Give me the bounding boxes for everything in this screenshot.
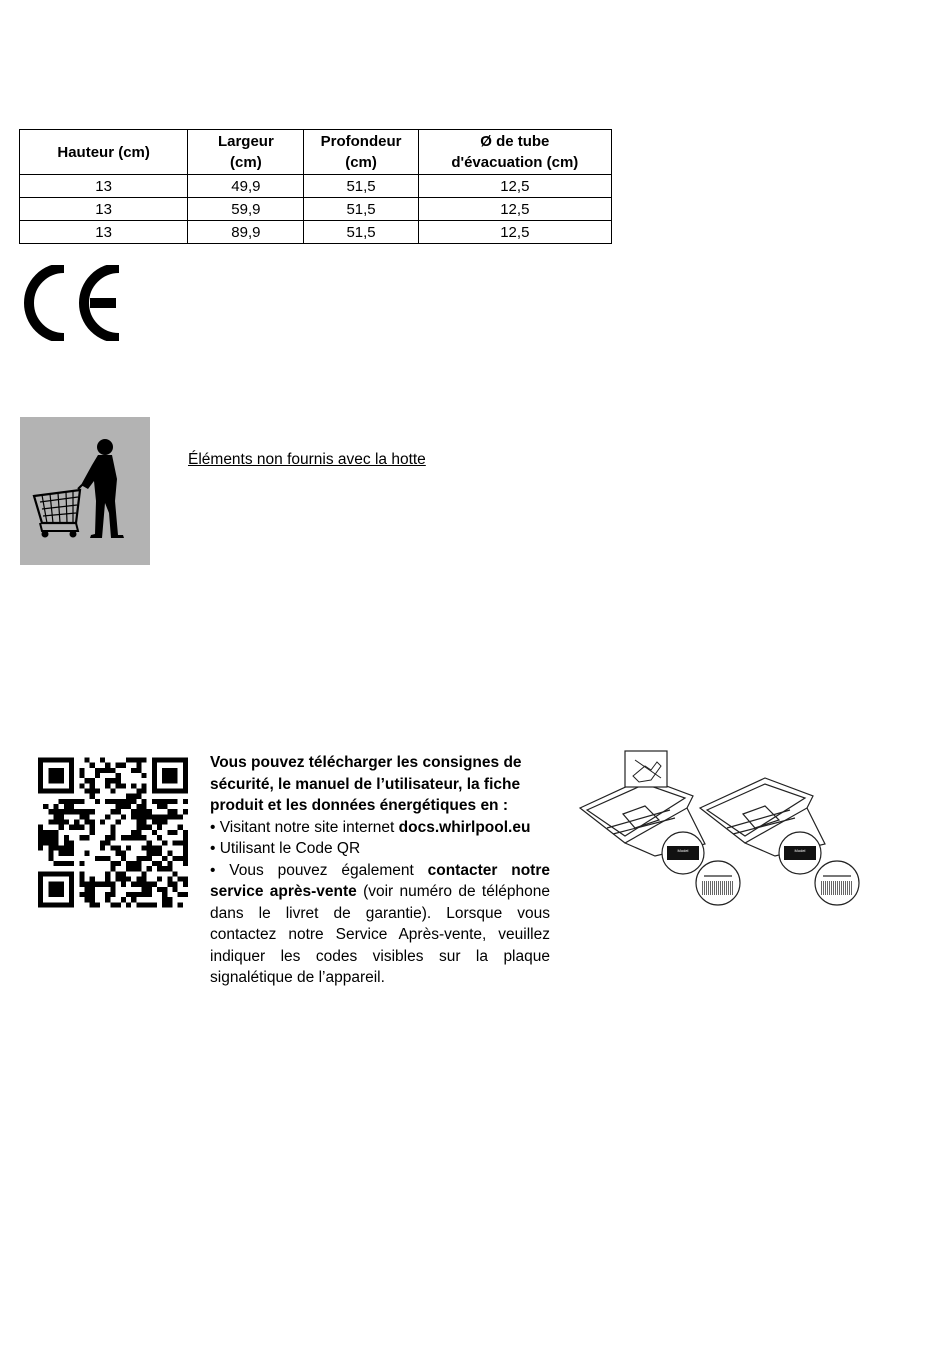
info-bullet-qr: • Utilisant le Code QR [210,840,361,857]
info-bullet-service: • Vous pouvez également contacter notre service après-vente (voir numéro de téléphone dans le livret de garantie). Lorsque vous contactez notre Service Après-vente, veuillez indiquer les codes visibles sur la plaque signalétique de l’appareil. [210,861,550,986]
cell-tube: 12,5 [418,221,611,244]
not-supplied-text: Éléments non fournis avec la hotte [188,451,426,468]
table-row [20,221,612,244]
cell-height: 13 [20,198,188,221]
cell-width: 89,9 [188,221,304,244]
dimensions-table [19,129,612,244]
model-label-left: Model [677,848,689,853]
shopping-cart-person-icon [20,417,150,565]
table-row [20,198,612,221]
download-info [210,752,550,989]
cell-depth: 51,5 [304,198,418,221]
info-bullet-website: • Visitant notre site internet docs.whirlpool.eu [210,818,531,836]
cell-depth: 51,5 [304,175,418,198]
header-tube: Ø de tube d'évacuation (cm) [418,130,611,175]
cell-tube: 12,5 [418,198,611,221]
header-depth: Profondeur (cm) [304,130,418,175]
table-row [20,175,612,198]
header-width: Largeur (cm) [188,130,304,175]
cell-height: 13 [20,221,188,244]
cell-depth: 51,5 [304,221,418,244]
info-heading: Vous pouvez télécharger les consignes de sécurité, le manuel de l’utilisateur, la fiche produit et les données énergétiques en : [210,754,522,814]
rating-plate-illustration [575,748,870,908]
cell-height: 13 [20,175,188,198]
model-label-right: Model [794,848,806,853]
website-link[interactable]: docs.whirlpool.eu [398,818,531,836]
not-supplied-illustration [20,417,150,565]
ce-mark-icon [20,265,122,341]
cell-width: 49,9 [188,175,304,198]
cell-tube: 12,5 [418,175,611,198]
qr-code-icon [38,757,188,908]
table-header-row [20,130,612,175]
cell-width: 59,9 [188,198,304,221]
header-height: Hauteur (cm) [20,130,188,175]
